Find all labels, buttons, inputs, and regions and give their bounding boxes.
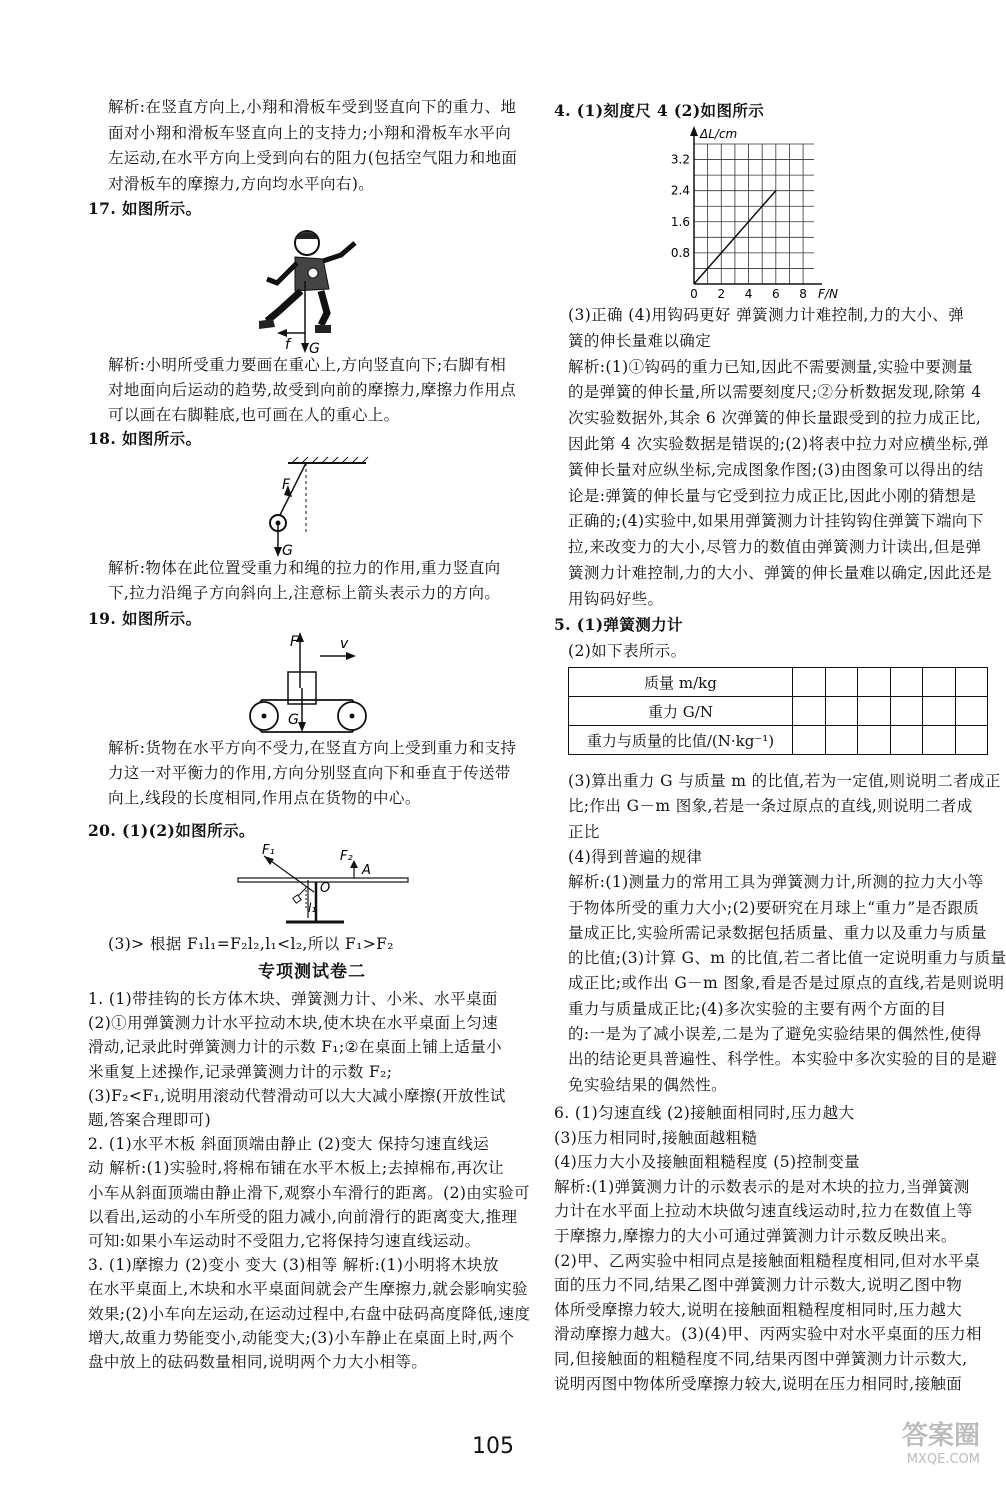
q4-head: 4. (1)刻度尺 4 (2)如图所示 [554, 101, 765, 120]
q17a-line: 可以画在右脚鞋底,也可画在人的重心上。 [108, 406, 400, 424]
table-cell [793, 726, 826, 755]
q4r-line: 因此第 4 次实验数据是错误的;(2)将表中拉力对应横坐标,弹 [568, 435, 989, 453]
q17-g-label: G [309, 341, 320, 357]
q5r-line: 比;作出 G－m 图象,若是一条过原点的直线,则说明二者成 [568, 797, 973, 816]
y-axis-label: ΔL/cm [700, 127, 738, 141]
s2-line: 3. (1)摩擦力 (2)变小 变大 (3)相等 解析:(1)小明将木块放 [88, 1256, 499, 1275]
x-tick-label: 6 [771, 287, 780, 301]
s2-line: 小车从斜面顶端由静止滑下,观察小车滑行的距离。(2)由实验可 [88, 1183, 530, 1202]
q20-f1-label: F₁ [262, 843, 275, 858]
watermark [902, 1415, 980, 1467]
q6-line: (2)甲、乙两实验中相同点是接触面粗糙程度相同,但对水平桌 [554, 1251, 980, 1270]
q5r-line: 成正比;或作出 G－m 图象,看是否是过原点的直线,若是则说明 [568, 974, 1005, 993]
s2-line: 2. (1)水平木板 斜面顶端由静止 (2)变大 保持匀速直线运 [88, 1135, 490, 1154]
q5r-line: (4)得到普遍的规律 [568, 847, 703, 866]
q16-line: 左运动,在水平方向上受到向右的阻力(包括空气阻力和地面 [108, 149, 518, 167]
q5-part1: 5. (1)弹簧测力计 [554, 615, 683, 634]
q5-part2: (2)如下表所示。 [568, 642, 687, 660]
table-cell [955, 726, 988, 755]
s2-line: 效果;(2)小车向左运动,在运动过程中,右盘中砝码高度降低,速度 [88, 1304, 531, 1323]
q6-line: 面的压力不同,结果乙图中弹簧测力计示数大,说明乙图中物 [554, 1276, 963, 1295]
q18-figure [258, 455, 378, 560]
q16-line: 对滑板车的摩擦力,方向均水平向右)。 [108, 174, 375, 193]
q20-o-label: O [320, 881, 331, 896]
table-row [569, 697, 988, 726]
q5r-line: 量成正比,实验所需记录数据包括质量、重力以及重力与质量 [568, 923, 987, 942]
q20-a-label: A [362, 863, 371, 878]
s2-line: 滑动,记录此时弹簧测力计的示数 F₁;②在桌面上铺上适量小 [88, 1038, 503, 1057]
x-tick-label: 4 [744, 287, 753, 301]
table-cell [890, 726, 923, 755]
table-cell [955, 697, 988, 726]
page-number: 105 [472, 1434, 514, 1459]
q6-line: (3)压力相同时,接触面越粗糙 [554, 1128, 758, 1147]
q19-f-label: F [290, 634, 299, 650]
q4r-line: 簧测力计难控制,力的大小、弹簧的伸长量难以确定,因此还是 [568, 564, 993, 582]
q18-g-label: G [282, 543, 293, 559]
q5r-line: 免实验结果的偶然性。 [568, 1075, 728, 1094]
watermark-bottom: MXQE.COM [906, 1452, 980, 1467]
q4-graph [660, 124, 838, 310]
q4r-line: 的是弹簧的伸长量,所以需要刻度尺;②分析数据发现,除第 4 [568, 383, 982, 402]
q19-g-label: G [288, 712, 299, 728]
y-tick-label: 3.2 [670, 152, 690, 167]
q5-table [568, 667, 988, 755]
q5r-line: 的:一是为了减小误差,二是为了避免实验结果的偶然性,使得 [568, 1025, 982, 1043]
q18a-line: 下,拉力沿绳子方向斜向上,注意标上箭头表示力的方向。 [108, 584, 501, 602]
x-tick-label: 8 [799, 287, 807, 301]
x-tick-label: 2 [717, 287, 726, 301]
table-row-header: 重力与质量的比值/(N·kg⁻¹) [569, 726, 793, 755]
table-cell [825, 668, 858, 697]
q20-figure [234, 842, 412, 928]
s2-line: 米重复上述操作,记录弹簧测力计的示数 F₂; [88, 1062, 393, 1081]
q17-figure [245, 225, 375, 355]
table-cell [890, 668, 923, 697]
watermark-top: 答案圈 [901, 1421, 980, 1451]
q5r-line: 的比值;(3)计算 G、m 的比值,若二者比值一定说明重力与质量 [568, 949, 1006, 968]
table-cell [858, 726, 891, 755]
q18-head: 18. 如图所示。 [88, 429, 202, 448]
q5r-line: 于物体所受的重力大小;(2)要研究在月球上“重力”是否跟质 [568, 898, 980, 917]
s2-line: 在水平桌面上,木块和水平桌面间就会产生摩擦力,就会影响实验 [88, 1280, 528, 1299]
q19a-line: 力这一对平衡力的作用,方向分别竖直向下和垂直于传送带 [108, 764, 511, 782]
q19a-line: 解析:货物在水平方向不受力,在竖直方向上受到重力和支持 [108, 739, 517, 757]
q6-line: 体所受摩擦力较大,说明在接触面粗糙程度相同时,压力越大 [554, 1300, 963, 1319]
q5r-line: (3)算出重力 G 与质量 m 的比值,若为一定值,则说明二者成正 [568, 772, 1001, 790]
s2-line: (2)①用弹簧测力计水平拉动木块,使木块在水平桌面上匀速 [88, 1014, 499, 1033]
table-cell [825, 726, 858, 755]
q4r-line: 正确的;(4)实验中,如果用弹簧测力计挂钩钩住弹簧下端向下 [568, 512, 984, 531]
s2-line: 可知:如果小车运动时不受阻力,它将保持匀速直线运动。 [88, 1232, 481, 1250]
q4r-line: 拉,来改变力的大小,尽管力的数值由弹簧测力计读出,但是弹 [568, 538, 982, 557]
table-cell [955, 668, 988, 697]
table-row-header: 重力 G/N [569, 697, 793, 726]
table-row [569, 668, 988, 697]
q5r-line: 正比 [568, 822, 600, 841]
q4r-line: 簧的伸长量难以确定 [568, 331, 712, 350]
q17a-line: 解析:小明所受重力要画在重心上,方向竖直向下;右脚有相 [108, 356, 507, 374]
table-cell [890, 697, 923, 726]
q4r-line: 次实验数据外,其余 6 次弹簧的伸长量跟受到的拉力成正比, [568, 409, 982, 428]
q16-line: 解析:在竖直方向上,小翔和滑板车受到竖直向下的重力、地 [108, 98, 517, 116]
y-tick-label: 1.6 [670, 214, 690, 229]
s2-line: 增大,故重力势能变小,动能变大;(3)小车静止在桌面上时,两个 [88, 1328, 515, 1347]
q20-part3: (3)> 根据 F₁l₁=F₂l₂,l₁<l₂,所以 F₁>F₂ [108, 935, 394, 953]
table-cell [858, 697, 891, 726]
q6-line: 力计在水平面上拉动木块做匀速直线运动时,拉力在数值上等 [554, 1202, 973, 1221]
table-cell [858, 668, 891, 697]
q5r-line: 解析:(1)测量力的常用工具为弹簧测力计,所测的拉力大小等 [568, 873, 984, 892]
q4r-line: 用钩码好些。 [568, 589, 664, 608]
q4r-line: 论是:弹簧的伸长量与它受到拉力成正比,因此小刚的猜想是 [568, 486, 977, 505]
q6-line: 说明丙图中物体所受摩擦力较大,说明在压力相同时,接触面 [554, 1374, 963, 1393]
q17a-line: 对地面向后运动的趋势,故受到向前的摩擦力,摩擦力作用点 [108, 381, 517, 399]
y-tick-label: 2.4 [670, 183, 690, 198]
q4r-line: 簧伸长量对应纵坐标,完成图象作图;(3)由图象可以得出的结 [568, 460, 984, 479]
table-cell [923, 697, 956, 726]
table-cell [793, 697, 826, 726]
q4r-line: 解析:(1)①钩码的重力已知,因此不需要测量,实验中要测量 [568, 357, 974, 376]
x-axis-label: F/N [818, 287, 838, 301]
s2-line: 1. (1)带挂钩的长方体木块、弹簧测力计、小米、水平桌面 [88, 990, 498, 1008]
section-title: 专项测试卷二 [258, 962, 366, 982]
table-cell [923, 668, 956, 697]
q6-line: 滑动摩擦力越大。(3)(4)甲、丙两实验中对水平桌面的压力相 [554, 1325, 982, 1344]
s2-line: 以看出,运动的小车所受的阻力减小,向前滑行的距离变大,推理 [88, 1207, 518, 1226]
q18-f-label: F [282, 477, 291, 493]
q19-head: 19. 如图所示。 [88, 609, 202, 628]
s2-line: 题,答案合理即可) [88, 1111, 212, 1129]
x-tick-label: 0 [690, 287, 698, 301]
q20-l1-label: l₁ [308, 901, 317, 915]
table-cell [825, 697, 858, 726]
q6-line: 同,但接触面的粗糙程度不同,结果丙图中弹簧测力计示数大, [554, 1350, 968, 1368]
q18a-line: 解析:物体在此位置受重力和绳的拉力的作用,重力竖直向 [108, 559, 501, 577]
q6-line: (4)压力大小及接触面粗糙程度 (5)控制变量 [554, 1153, 861, 1172]
s2-line: 动 解析:(1)实验时,将棉布铺在水平木板上;去掉棉布,再次让 [88, 1159, 505, 1178]
y-tick-label: 0.8 [670, 245, 690, 260]
q17-head: 17. 如图所示。 [88, 199, 202, 218]
q5r-line: 出的结论更具普遍性、科学性。本实验中多次实验的目的是避 [568, 1050, 998, 1069]
table-row-header: 质量 m/kg [569, 668, 793, 697]
s2-line: (3)F₂<F₁,说明用滚动代替滑动可以大大减小摩擦(开放性试 [88, 1086, 506, 1105]
q5r-line: 重力与质量成正比;(4)多次实验的主要有两个方面的目 [568, 999, 947, 1018]
q19-figure [240, 632, 380, 740]
q20-f2-label: F₂ [340, 849, 353, 864]
table-cell [923, 726, 956, 755]
s2-line: 盘中放上的砝码数量相同,说明两个力大小相等。 [88, 1353, 428, 1371]
q17-f-label: f [285, 337, 290, 353]
q6-line: 于摩擦力,摩擦力的大小可通过弹簧测力计示数反映出来。 [554, 1227, 957, 1245]
q6-line: 解析:(1)弹簧测力计的示数表示的是对木块的拉力,当弹簧测 [554, 1177, 970, 1196]
q19-v-label: v [340, 636, 349, 652]
table-row [569, 726, 988, 755]
q16-line: 面对小翔和滑板车竖直向上的支持力;小翔和滑板车水平向 [108, 123, 512, 142]
y-axis-arrow [690, 126, 698, 136]
q19a-line: 向上,线段的长度相同,作用点在货物的中心。 [108, 789, 421, 807]
table-cell [793, 668, 826, 697]
q6-line: 6. (1)匀速直线 (2)接触面相同时,压力越大 [554, 1104, 855, 1122]
q4r-line: (3)正确 (4)用钩码更好 弹簧测力计难控制,力的大小、弹 [568, 306, 965, 324]
q20-head: 20. (1)(2)如图所示。 [88, 821, 255, 840]
